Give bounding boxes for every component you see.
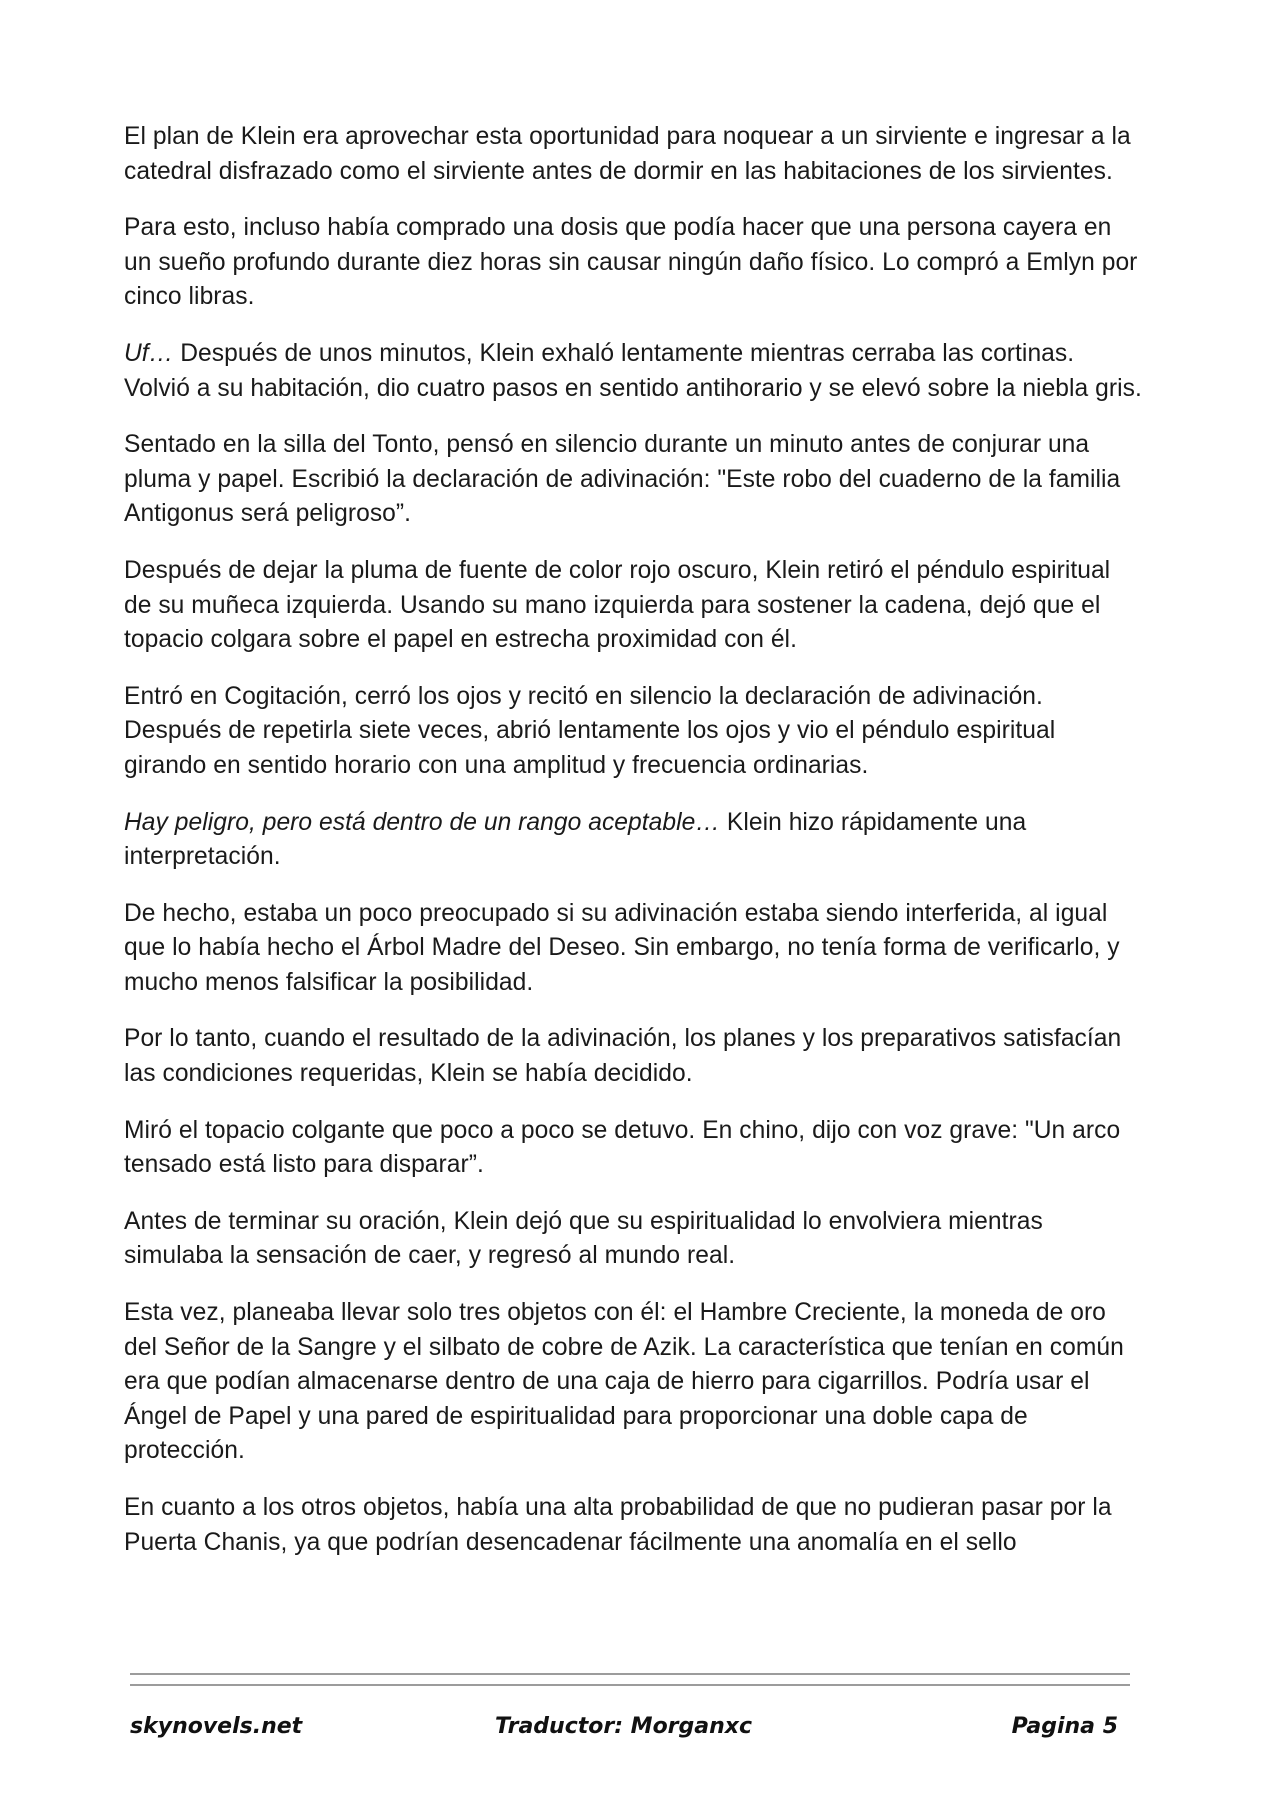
paragraph-5: Después de dejar la pluma de fuente de color rojo oscuro, Klein retiró el péndulo espiritual de su muñeca izquierda. Usando su mano izquierda para sostener la cadena, dejó que el topacio colgara sobre el papel en estrecha proximidad con él. (124, 556, 1111, 654)
paragraph-13: En cuanto a los otros objetos, había una alta probabilidad de que no pudieran pasar por la Puerta Chanis, ya que podrían desencadenar fácilmente una anomalía en el sello (124, 1494, 1112, 1556)
footer-page-number: Pagina 5 (1011, 1714, 1118, 1739)
paragraph-10: Miró el topacio colgante que poco a poco se detuvo. En chino, dijo con voz grave: "Un arco tensado está listo para disparar”. (124, 1116, 1121, 1179)
footer-divider-top (130, 1673, 1130, 1675)
paragraph-9: Por lo tanto, cuando el resultado de la adivinación, los planes y los preparativos satisfacían las condiciones requeridas, Klein se había decidido. (124, 1025, 1122, 1088)
paragraph-7: Hay peligro, pero está dentro de un rango aceptable… Klein hizo rápidamente una interpretación. (124, 808, 1027, 871)
paragraph-1: El plan de Klein era aprovechar esta oportunidad para noquear a un sirviente e ingresar a la catedral disfrazado como el sirviente antes de dormir en las habitaciones de los sirvientes. (124, 123, 1131, 185)
paragraph-4: Sentado en la silla del Tonto, pensó en silencio durante un minuto antes de conjurar una pluma y papel. Escribió la declaración de adivinación: "Este robo del cuaderno de la familia Antigonus será peligroso”. (124, 431, 1121, 528)
footer-divider-bottom (130, 1684, 1130, 1686)
paragraph-8: De hecho, estaba un poco preocupado si su adivinación estaba siendo interferida, al igual que lo había hecho el Árbol Madre del Deseo. Sin embargo, no tenía forma de verificarlo, y mucho menos falsificar la posibilidad. (124, 899, 1120, 996)
footer-site: skynovels.net (130, 1714, 303, 1739)
paragraph-6: Entró en Cogitación, cerró los ojos y recitó en silencio la declaración de adivinación. Después de repetirla siete veces, abrió lentamente los ojos y vio el péndulo espiritual girando en sentido horario con una amplitud y frecuencia ordinarias. (124, 682, 1056, 779)
paragraph-11: Antes de terminar su oración, Klein dejó que su espiritualidad lo envolviera mientras simulaba la sensación de caer, y regresó al mundo real. (124, 1207, 1043, 1270)
paragraph-12: Esta vez, planeaba llevar solo tres objetos con él: el Hambre Creciente, la moneda de oro del Señor de la Sangre y el silbato de cobre de Azik. La característica que tenían en común era que podían almacenarse dentro de una caja de hierro para cigarrillos. Podría usar el Ángel de Papel y una pared de espiritualidad para proporcionar una doble capa de protección. (124, 1299, 1124, 1465)
paragraph-2: Para esto, incluso había comprado una dosis que podía hacer que una persona cayera en un sueño profundo durante diez horas sin causar ningún daño físico. Lo compró a Emlyn por cinco libras. (124, 214, 1138, 311)
paragraph-3: Uf… Después de unos minutos, Klein exhaló lentamente mientras cerraba las cortinas. Volvió a su habitación, dio cuatro pasos en sentido antihorario y se elevó sobre la niebla gris. (124, 339, 1142, 402)
document-body (124, 120, 1144, 1560)
footer-translator: Traductor: Morganxc (495, 1714, 753, 1739)
